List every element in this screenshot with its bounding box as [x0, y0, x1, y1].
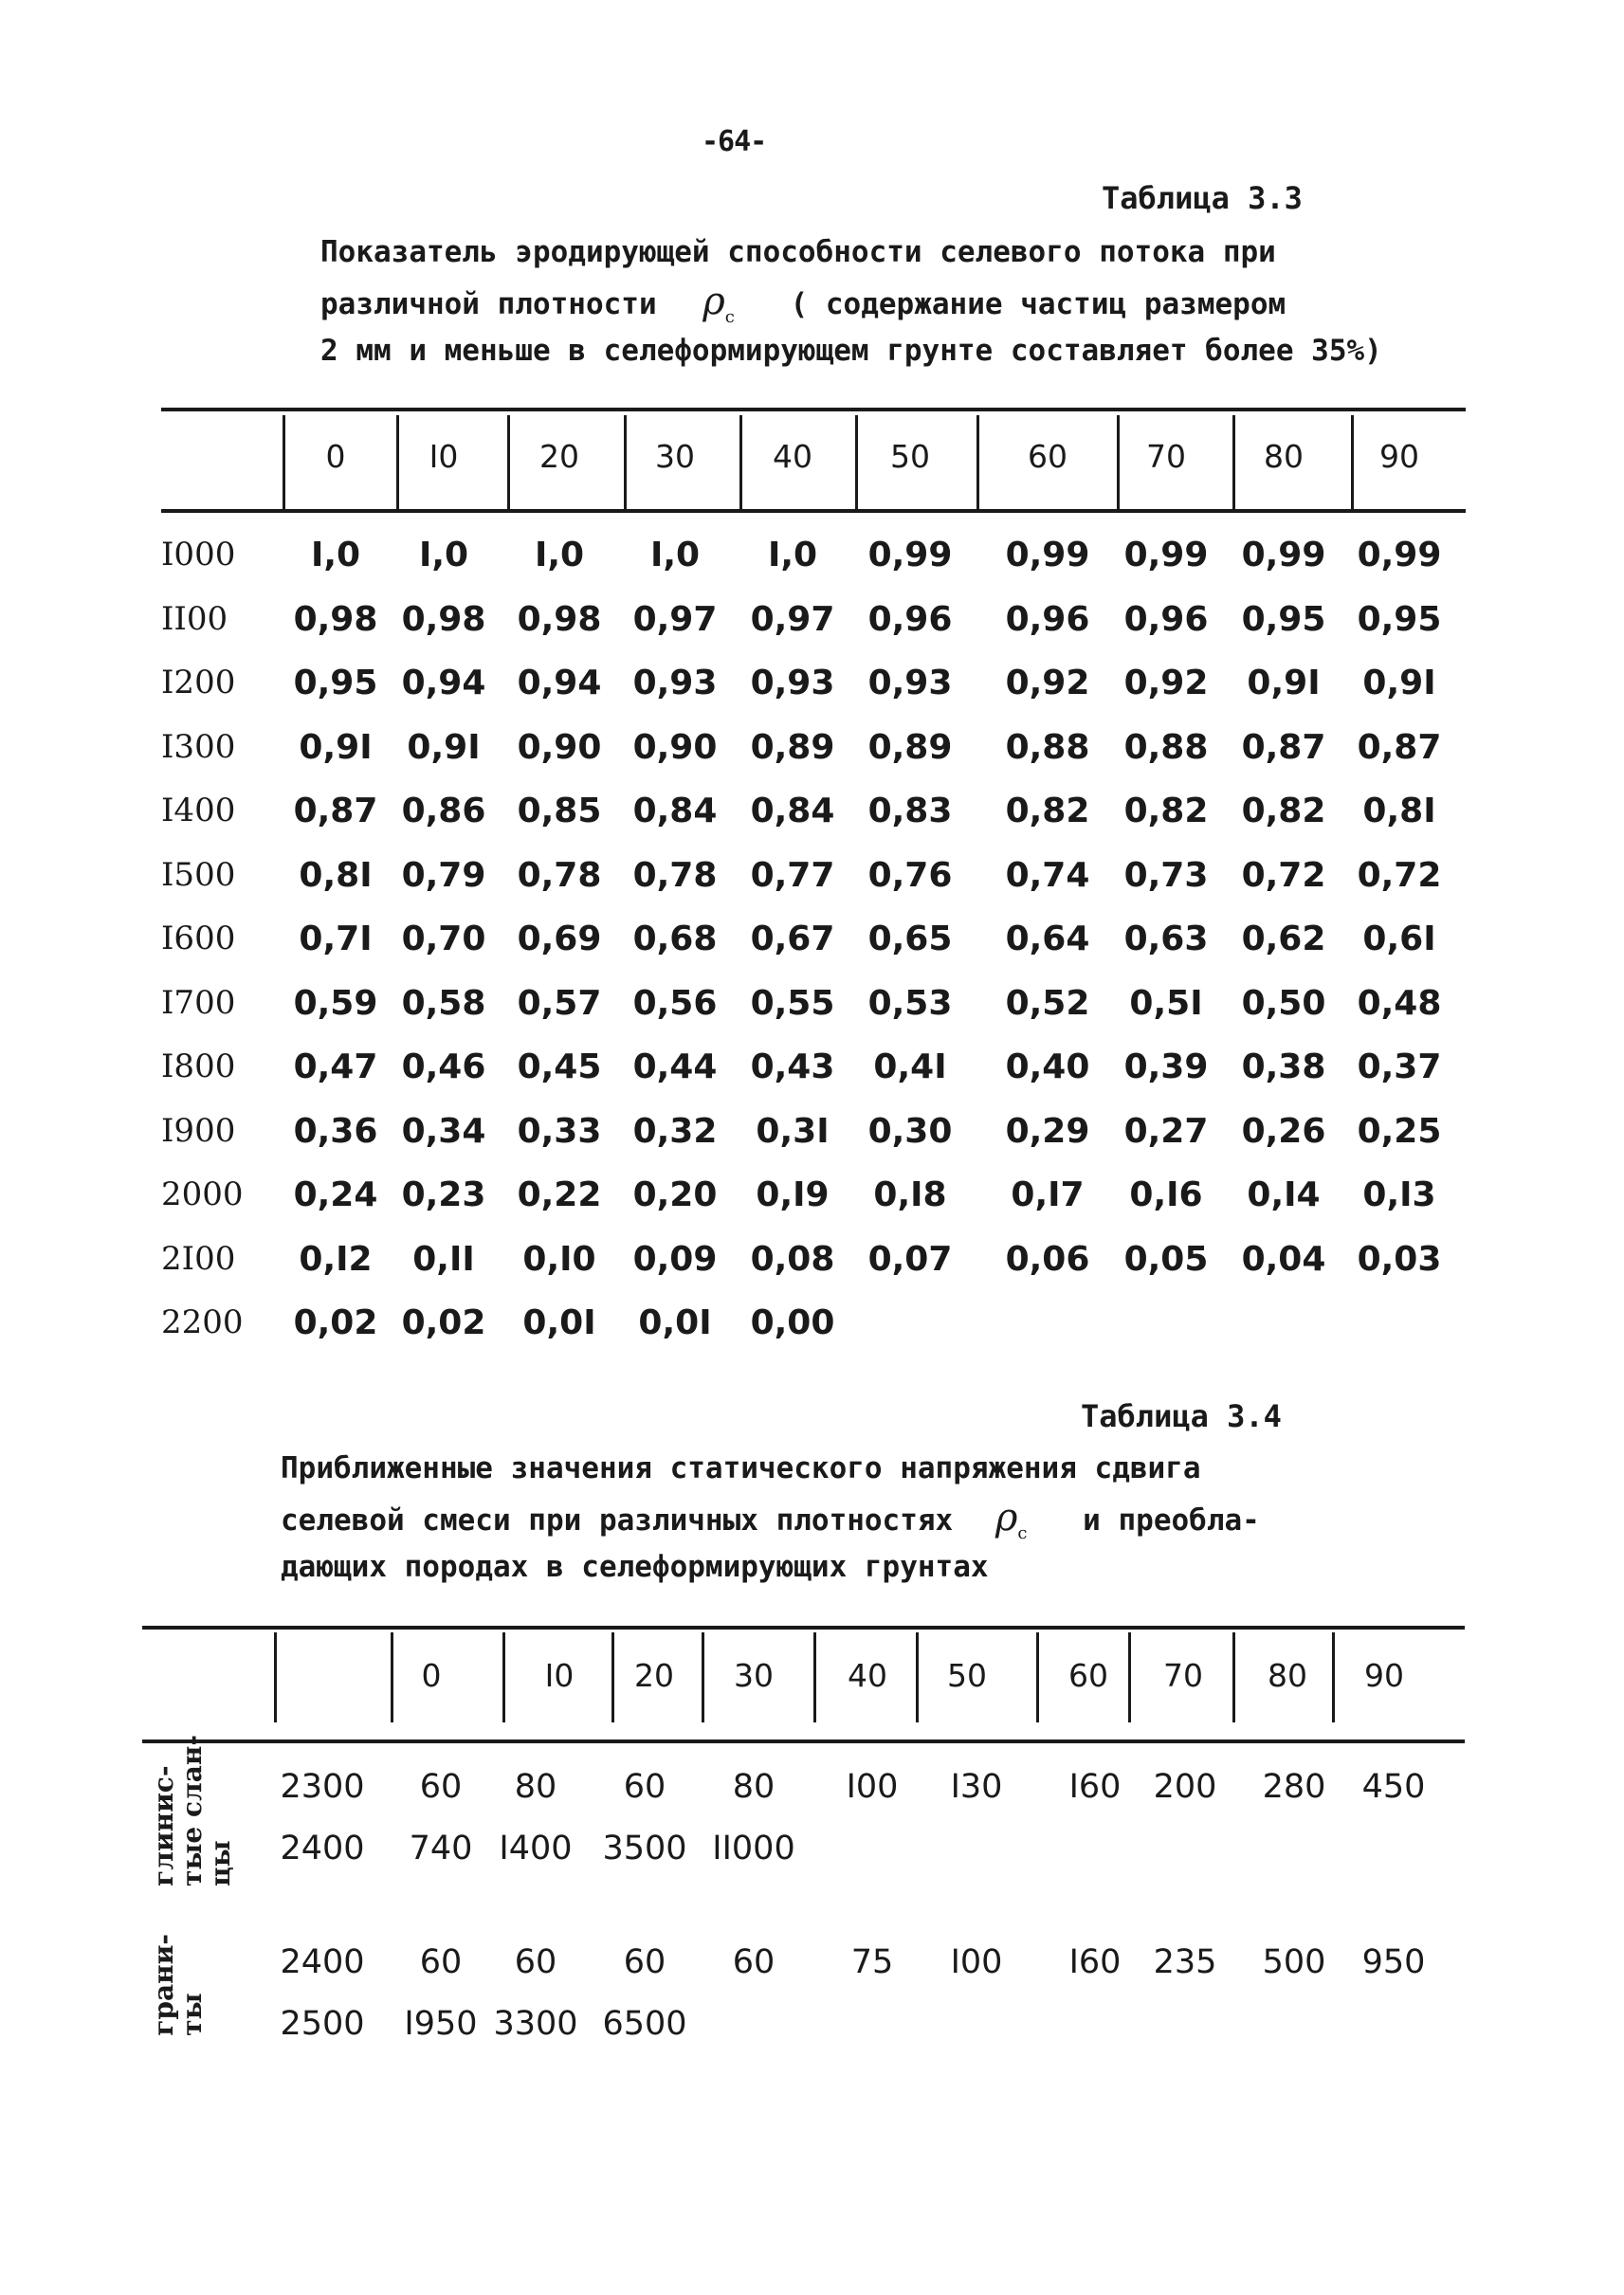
table4-column-header: 0: [421, 1657, 442, 1694]
table4-cell: 60: [732, 1943, 776, 1981]
table4-column-divider: [702, 1632, 704, 1722]
table3-cell: 0,69: [517, 920, 602, 958]
table4-column-divider: [813, 1632, 816, 1722]
table3-cell: 0,93: [750, 664, 835, 702]
table3-cell: 0,00: [750, 1303, 835, 1342]
page-number: -64-: [702, 125, 767, 158]
table3-cell: 0,24: [293, 1175, 378, 1214]
table3-cell: 0,27: [1123, 1111, 1209, 1151]
rho-symbol: $\rho_c$: [703, 280, 735, 327]
table4-cell: 60: [514, 1943, 557, 1981]
table3-cell: 0,99: [1241, 536, 1326, 574]
table3-column-header: 70: [1146, 438, 1186, 475]
table3-cell: 0,I9: [756, 1175, 830, 1214]
table3-cell: 0,99: [1005, 536, 1090, 574]
table3-row-density: I800: [161, 1047, 236, 1085]
table3-cell: 0,7I: [299, 920, 373, 958]
table3-cell: 0,09: [632, 1239, 718, 1279]
table3-cell: 0,4I: [873, 1047, 947, 1086]
table3-cell: 0,0I: [522, 1303, 596, 1342]
table4-label: Таблица 3.4: [1081, 1398, 1282, 1434]
table3-column-divider: [1232, 415, 1235, 510]
table3-column-header: 80: [1264, 438, 1304, 475]
table3-cell: 0,46: [401, 1047, 486, 1086]
table3-cell: 0,I3: [1362, 1175, 1436, 1214]
table4-cell: II000: [712, 1830, 795, 1867]
table4-cell: 280: [1262, 1768, 1326, 1806]
table4-column-divider: [1128, 1632, 1131, 1722]
table3-cell: 0,94: [401, 664, 486, 702]
table3-cell: 0,73: [1123, 855, 1209, 895]
table3-cell: 0,99: [1357, 536, 1442, 574]
table3-cell: I,0: [534, 536, 585, 574]
table4-cell: 500: [1262, 1943, 1326, 1981]
table3-column-header: 50: [890, 438, 930, 475]
table4-cell: 6500: [602, 2005, 687, 2043]
table3-cell: 0,62: [1241, 920, 1326, 958]
table3-cell: 0,39: [1123, 1047, 1209, 1086]
table4-row-density: 2300: [280, 1768, 365, 1806]
table3-label: Таблица 3.3: [1102, 180, 1303, 216]
table4-column-header: 80: [1268, 1657, 1307, 1694]
table3-cell: 0,82: [1241, 792, 1326, 830]
table3-column-divider: [1351, 415, 1354, 510]
table3-cell: 0,72: [1241, 855, 1326, 895]
table3-cell: I,0: [418, 536, 469, 574]
table3-cell: 0,98: [293, 599, 378, 639]
table3-cell: 0,9I: [1247, 664, 1321, 702]
table4-cell: I30: [950, 1768, 1003, 1806]
table3-header-rule: [161, 509, 1466, 513]
table3-cell: 0,22: [517, 1175, 602, 1214]
table4-column-header: 70: [1163, 1657, 1203, 1694]
table3-cell: 0,9I: [407, 727, 481, 767]
table3-cell: 0,43: [750, 1047, 835, 1086]
table3-cell: 0,57: [517, 983, 602, 1023]
table3-cell: 0,8I: [299, 855, 373, 895]
table4-column-header: 60: [1068, 1657, 1108, 1694]
table4-cell: 235: [1153, 1943, 1217, 1981]
table3-cell: 0,70: [401, 920, 486, 958]
table3-cell: 0,93: [632, 664, 718, 702]
table4-cell: 740: [409, 1830, 473, 1867]
table3-column-header: 60: [1028, 438, 1067, 475]
table3-cell: 0,05: [1123, 1239, 1209, 1279]
table3-cell: 0,5I: [1129, 983, 1203, 1023]
table3-cell: 0,98: [517, 599, 602, 639]
table4-cell: 80: [732, 1768, 776, 1806]
table4-column-divider: [502, 1632, 505, 1722]
table3-cell: I,0: [649, 536, 701, 574]
table3-cell: 0,63: [1123, 920, 1209, 958]
table3-cell: 0,I0: [522, 1239, 596, 1279]
table3-cell: 0,45: [517, 1047, 602, 1086]
table4-column-divider: [1036, 1632, 1039, 1722]
table3-cell: 0,88: [1005, 727, 1090, 767]
table3-cell: 0,95: [1241, 599, 1326, 639]
table4-caption-line2-text: селевой смеси при различных плотностях: [281, 1503, 954, 1538]
table3-row-density: I500: [161, 855, 236, 894]
table3-column-divider: [855, 415, 858, 510]
table3-cell: 0,95: [1357, 599, 1442, 639]
table3-caption-line3: 2 мм и меньше в селеформирующем грунте составляет более 35%): [320, 334, 1382, 368]
table3-caption-line2-text: различной плотности: [320, 287, 657, 321]
table3-cell: 0,8I: [1362, 792, 1436, 830]
table3-cell: 0,97: [632, 599, 718, 639]
table3-cell: 0,56: [632, 983, 718, 1023]
table3-cell: 0,72: [1357, 855, 1442, 895]
table3-cell: 0,38: [1241, 1047, 1326, 1086]
table4-column-divider: [274, 1632, 277, 1722]
table3-cell: 0,52: [1005, 983, 1090, 1023]
table4-column-header: 50: [947, 1657, 987, 1694]
table3-row-density: 2I00: [161, 1239, 236, 1278]
table3-cell: 0,29: [1005, 1111, 1090, 1151]
table4-cell: 75: [850, 1943, 894, 1981]
table3-cell: 0,96: [1005, 599, 1090, 639]
table3-cell: 0,96: [867, 599, 953, 639]
table3-cell: 0,04: [1241, 1239, 1326, 1279]
table3-cell: 0,93: [867, 664, 953, 702]
table3-cell: 0,23: [401, 1175, 486, 1214]
table4-column-divider: [611, 1632, 614, 1722]
table3-cell: 0,89: [867, 727, 953, 767]
table3-cell: 0,96: [1123, 599, 1209, 639]
table4-column-header: 30: [734, 1657, 774, 1694]
table3-row-density: I400: [161, 792, 236, 829]
table4-cell: 3500: [602, 1830, 687, 1867]
table3-cell: 0,58: [401, 983, 486, 1023]
table4-rock-name: грани- ты: [148, 1934, 208, 2036]
table3-cell: 0,76: [867, 855, 953, 895]
table3-cell: 0,87: [293, 792, 378, 830]
table4-column-divider: [1332, 1632, 1335, 1722]
table3-cell: 0,94: [517, 664, 602, 702]
table4-cell: I00: [846, 1768, 899, 1806]
table4-column-divider: [391, 1632, 393, 1722]
table3-cell: 0,79: [401, 855, 486, 895]
table3-cell: 0,53: [867, 983, 953, 1023]
table3-row-density: I300: [161, 727, 236, 766]
table3-cell: 0,I6: [1129, 1175, 1203, 1214]
table3-cell: 0,40: [1005, 1047, 1090, 1086]
table4-cell: 60: [623, 1768, 666, 1806]
table3-cell: 0,25: [1357, 1111, 1442, 1151]
table3-cell: 0,65: [867, 920, 953, 958]
table4-column-header: I0: [544, 1657, 575, 1694]
table3-cell: 0,89: [750, 727, 835, 767]
table3-cell: 0,64: [1005, 920, 1090, 958]
table3-cell: 0,I2: [299, 1239, 373, 1279]
table3-cell: 0,6I: [1362, 920, 1436, 958]
table4-cell: 60: [419, 1768, 463, 1806]
table3-cell: 0,9I: [299, 727, 373, 767]
table3-cell: 0,3I: [756, 1111, 830, 1151]
table3-cell: 0,90: [632, 727, 718, 767]
table4-column-divider: [1232, 1632, 1235, 1722]
table3-cell: 0,83: [867, 792, 953, 830]
table3-cell: 0,59: [293, 983, 378, 1023]
table3-row-density: I600: [161, 920, 236, 957]
table3-cell: I,0: [310, 536, 361, 574]
table4-header-rule: [142, 1739, 1465, 1743]
table3-column-divider: [396, 415, 399, 510]
table3-cell: 0,99: [1123, 536, 1209, 574]
table3-cell: 0,74: [1005, 855, 1090, 895]
table3-cell: 0,85: [517, 792, 602, 830]
table4-column-header: 20: [634, 1657, 674, 1694]
table3-cell: 0,47: [293, 1047, 378, 1086]
table3-cell: 0,77: [750, 855, 835, 895]
table3-column-header: 0: [325, 438, 346, 475]
table4-cell: I60: [1068, 1943, 1122, 1981]
table3-cell: 0,32: [632, 1111, 718, 1151]
table4-caption-line2b: и преобла-: [1083, 1503, 1260, 1538]
table4-cell: 80: [514, 1768, 557, 1806]
table4-caption-line3: дающих породах в селеформирующих грунтах: [281, 1550, 989, 1584]
table4-row-density: 2400: [280, 1830, 365, 1867]
table3-column-header: 40: [773, 438, 812, 475]
table4-caption-line1: Приближенные значения статического напряжения сдвига: [281, 1451, 1201, 1485]
table4-cell: I400: [499, 1830, 573, 1867]
table3-cell: 0,92: [1005, 664, 1090, 702]
table3-cell: 0,86: [401, 792, 486, 830]
table3-cell: 0,II: [412, 1239, 475, 1279]
table3-column-divider: [739, 415, 742, 510]
table3-cell: 0,48: [1357, 983, 1442, 1023]
table3-cell: 0,34: [401, 1111, 486, 1151]
table4-cell: I950: [404, 2005, 478, 2043]
table3-column-header: I0: [429, 438, 459, 475]
table3-cell: 0,20: [632, 1175, 718, 1214]
table3-column-divider: [507, 415, 510, 510]
table3-cell: 0,30: [867, 1111, 953, 1151]
table4-cell: 200: [1153, 1768, 1217, 1806]
table3-cell: 0,06: [1005, 1239, 1090, 1279]
table3-cell: 0,82: [1005, 792, 1090, 830]
table3-column-divider: [1117, 415, 1120, 510]
table4-cell: 60: [419, 1943, 463, 1981]
table4-cell: I00: [950, 1943, 1003, 1981]
table3-caption-line2b: ( содержание частиц размером: [790, 287, 1286, 321]
table4-column-divider: [916, 1632, 919, 1722]
table4-rock-name: глинис- тые слан- цы: [148, 1735, 236, 1887]
table3-cell: 0,99: [867, 536, 953, 574]
table3-row-density: I000: [161, 536, 236, 574]
table3-cell: 0,90: [517, 727, 602, 767]
table3-cell: 0,98: [401, 599, 486, 639]
table3-cell: 0,87: [1357, 727, 1442, 767]
table3-cell: 0,07: [867, 1239, 953, 1279]
table3-cell: I,0: [767, 536, 818, 574]
table3-row-density: I700: [161, 983, 236, 1022]
table4-cell: I60: [1068, 1768, 1122, 1806]
table3-cell: 0,44: [632, 1047, 718, 1086]
table3-cell: 0,I8: [873, 1175, 947, 1214]
table3-cell: 0,02: [293, 1303, 378, 1342]
table3-cell: 0,68: [632, 920, 718, 958]
table3-cell: 0,82: [1123, 792, 1209, 830]
table4-cell: 450: [1361, 1768, 1426, 1806]
table4-column-header: 40: [848, 1657, 887, 1694]
table4-column-header: 90: [1364, 1657, 1404, 1694]
table3-cell: 0,08: [750, 1239, 835, 1279]
table3-column-divider: [624, 415, 627, 510]
table3-cell: 0,84: [750, 792, 835, 830]
table3-cell: 0,26: [1241, 1111, 1326, 1151]
table3-cell: 0,88: [1123, 727, 1209, 767]
table3-cell: 0,97: [750, 599, 835, 639]
table3-cell: 0,0I: [638, 1303, 712, 1342]
table3-cell: 0,87: [1241, 727, 1326, 767]
rho-symbol: $\rho_c$: [994, 1496, 1028, 1543]
table3-column-header: 30: [655, 438, 695, 475]
table3-cell: 0,33: [517, 1111, 602, 1151]
table3-cell: 0,67: [750, 920, 835, 958]
table4-row-density: 2400: [280, 1943, 365, 1981]
table3-column-divider: [976, 415, 979, 510]
table3-row-density: I900: [161, 1111, 236, 1150]
table3-cell: 0,37: [1357, 1047, 1442, 1086]
table3-cell: 0,92: [1123, 664, 1209, 702]
table4-cell: 950: [1361, 1943, 1426, 1981]
table4-top-rule: [142, 1626, 1465, 1630]
table3-cell: 0,95: [293, 664, 378, 702]
table3-cell: 0,84: [632, 792, 718, 830]
table3-cell: 0,36: [293, 1111, 378, 1151]
table3-row-density: 2000: [161, 1175, 244, 1213]
table3-caption-line1: Показатель эродирующей способности селевого потока при: [320, 235, 1276, 269]
table3-cell: 0,I7: [1011, 1175, 1085, 1214]
table4-row-density: 2500: [280, 2005, 365, 2043]
table3-row-density: 2200: [161, 1303, 244, 1341]
table3-cell: 0,02: [401, 1303, 486, 1342]
table3-cell: 0,78: [517, 855, 602, 895]
table3-cell: 0,9I: [1362, 664, 1436, 702]
table3-cell: 0,78: [632, 855, 718, 895]
table3-cell: 0,55: [750, 983, 835, 1023]
table3-top-rule: [161, 408, 1466, 411]
table3-column-divider: [283, 415, 285, 510]
table4-cell: 3300: [493, 2005, 578, 2043]
table3-column-header: 20: [539, 438, 579, 475]
table3-cell: 0,03: [1357, 1239, 1442, 1279]
table4-cell: 60: [623, 1943, 666, 1981]
table3-cell: 0,I4: [1247, 1175, 1321, 1214]
table3-column-header: 90: [1379, 438, 1419, 475]
table3-row-density: II00: [161, 599, 228, 638]
table3-row-density: I200: [161, 664, 236, 701]
table3-cell: 0,50: [1241, 983, 1326, 1023]
